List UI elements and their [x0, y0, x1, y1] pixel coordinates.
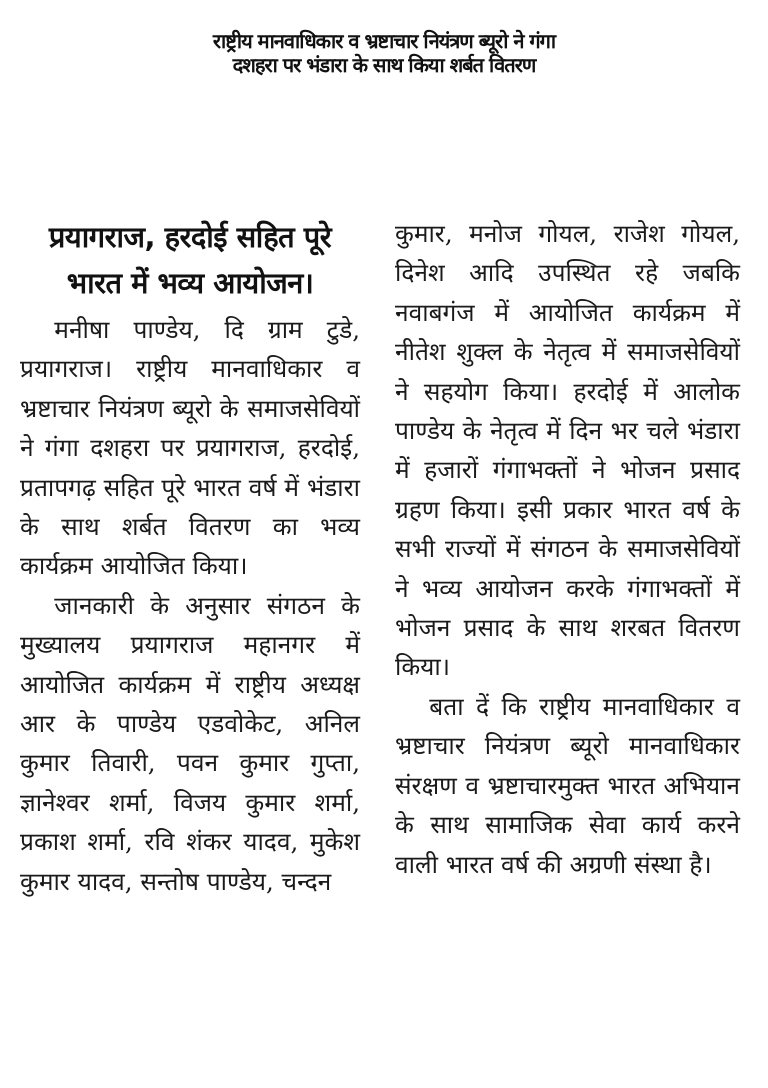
headline [0, 30, 768, 77]
article-paragraph-4: बता दें कि राष्ट्रीय मानवाधिकार व भ्रष्टाचार नियंत्रण ब्यूरो मानवाधिकार संरक्षण व भ्रष्टाचारमुक्त भारत अभियान के साथ सामाजिक सेवा कार्य करने वाली भारत वर्ष की अग्रणी संस्था है। [395, 691, 740, 879]
article-paragraph-2: जानकारी के अनुसार संगठन के मुख्यालय प्रयागराज महानगर में आयोजित कार्यक्रम में राष्ट्रीय अध्यक्ष आर के पाण्डेय एडवोकेट, अनिल कुमार तिवारी, पवन कुमार गुप्ता, ज्ञानेश्वर शर्मा, विजय कुमार शर्मा, प्रकाश शर्मा, रवि शंकर यादव, मुकेश कुमार यादव, सन्तोष पाण्डेय, चन्दन [20, 590, 360, 896]
headline-line-2: दशहरा पर भंडारा के साथ किया शर्बत वितरण [232, 52, 536, 77]
headline-line-1: राष्ट्रीय मानवाधिकार व भ्रष्टाचार नियंत्रण ब्यूरो ने गंगा [212, 29, 556, 53]
article-left-column [20, 214, 360, 901]
subheadline: प्रयागराज, हरदोई सहित पूरे भारत में भव्य आयोजन। [48, 220, 332, 300]
article-paragraph-1: मनीषा पाण्डेय, दि ग्राम टुडे, प्रयागराज। राष्ट्रीय मानवाधिकार व भ्रष्टाचार नियंत्रण ब्यूरो के समाजसेवियों ने गंगा दशहरा पर प्रयागराज, हरदोई, प्रतापगढ़ सहित पूरे भारत वर्ष में भंडारा के साथ शर्बत वितरण का भव्य कार्यक्रम आयोजित किया। [20, 315, 360, 581]
article-paragraph-3: कुमार, मनोज गोयल, राजेश गोयल, दिनेश आदि उपस्थित रहे जबकि नवाबगंज में आयोजित कार्यक्रम में नीतेश शुक्ल के नेतृत्व में समाजसेवियों ने सहयोग किया। हरदोई में आलोक पाण्डेय के नेतृत्व में दिन भर चले भंडारा में हजारों गंगाभक्तों ने भोजन प्रसाद ग्रहण किया। इसी प्रकार भारत वर्ष के सभी राज्यों में संगठन के समाजसेवियों ने भव्य आयोजन करके गंगाभक्तों में भोजन प्रसाद के साथ शरबत वितरण किया। [395, 219, 740, 682]
article-right-column [395, 214, 740, 884]
